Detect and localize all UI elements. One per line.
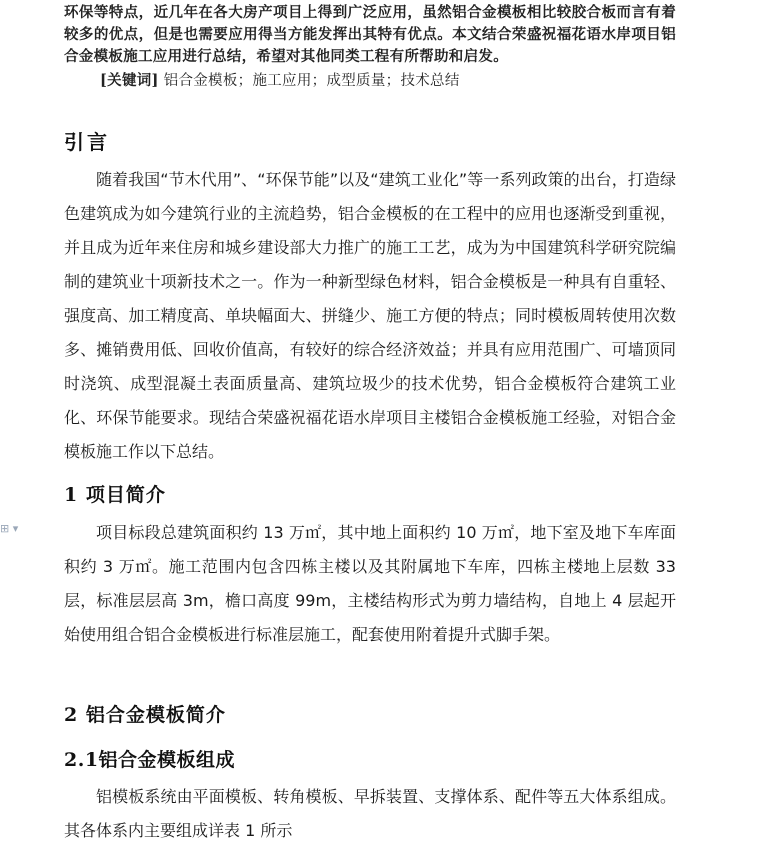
section-1-heading: 1 项目简介 — [64, 484, 166, 506]
section-2-1-paragraph: 铝模板系统由平面模板、转角模板、早拆装置、支撑体系、配件等五大体系组成。其各体系内主要组成详表 1 所示 — [64, 787, 676, 840]
keywords-label: [关键词] — [100, 72, 159, 89]
abstract-text: 环保等特点，近几年在各大房产项目上得到广泛应用，虽然铝合金模板相比较胶合板而言有着较多的优点，但是也需要应用得当方能发挥出其特有优点。本文结合荣盛祝福花语水岸项目铝合金模板施工应用进行总结，希望对其他同类工程有所帮助和启发。 — [64, 4, 676, 65]
section-1-paragraph-block — [64, 516, 676, 652]
intro-paragraph-block — [64, 163, 676, 469]
intro-heading: 引言 — [64, 130, 110, 154]
section-1-paragraph: 项目标段总建筑面积约 13 万㎡，其中地上面积约 10 万㎡，地下室及地下车库面积约 3 万㎡。施工范围内包含四栋主楼以及其附属地下车库，四栋主楼地上层数 33 层，标准层层高 3m，檐口高度 99m，主楼结构形式为剪力墙结构，自地上 4 层起开始使用组合铝合金模板进行标准层施工，配套使用附着提升式脚手架。 — [64, 523, 676, 644]
section-2-1-paragraph-block — [64, 780, 676, 848]
abstract-block — [64, 2, 676, 92]
intro-paragraph: 随着我国“节木代用”、“环保节能”以及“建筑工业化”等一系列政策的出台，打造绿色建筑成为如今建筑行业的主流趋势，铝合金模板的在工程中的应用也逐渐受到重视，并且成为近年来住房和城乡建设部大力推广的施工工艺，成为为中国建筑科学研究院编制的建筑业十项新技术之一。作为一种新型绿色材料，铝合金模板是一种具有自重轻、强度高、加工精度高、单块幅面大、拼缝少、施工方便的特点；同时模板周转使用次数多、摊销费用低、回收价值高，有较好的综合经济效益；并具有应用范围广、可墙顶同时浇筑、成型混凝土表面质量高、建筑垃圾少的技术优势，铝合金模板符合建筑工业化、环保节能要求。现结合荣盛祝福花语水岸项目主楼铝合金模板施工经验，对铝合金模板施工作以下总结。 — [64, 170, 676, 461]
keywords-line — [64, 70, 676, 92]
paragraph-marker-icon[interactable]: ⊞ ▾ — [0, 522, 19, 535]
section-2-1-heading: 2.1铝合金模板组成 — [64, 749, 236, 771]
section-2-heading: 2 铝合金模板简介 — [64, 704, 226, 726]
keywords-text: 铝合金模板；施工应用；成型质量；技术总结 — [163, 73, 460, 89]
